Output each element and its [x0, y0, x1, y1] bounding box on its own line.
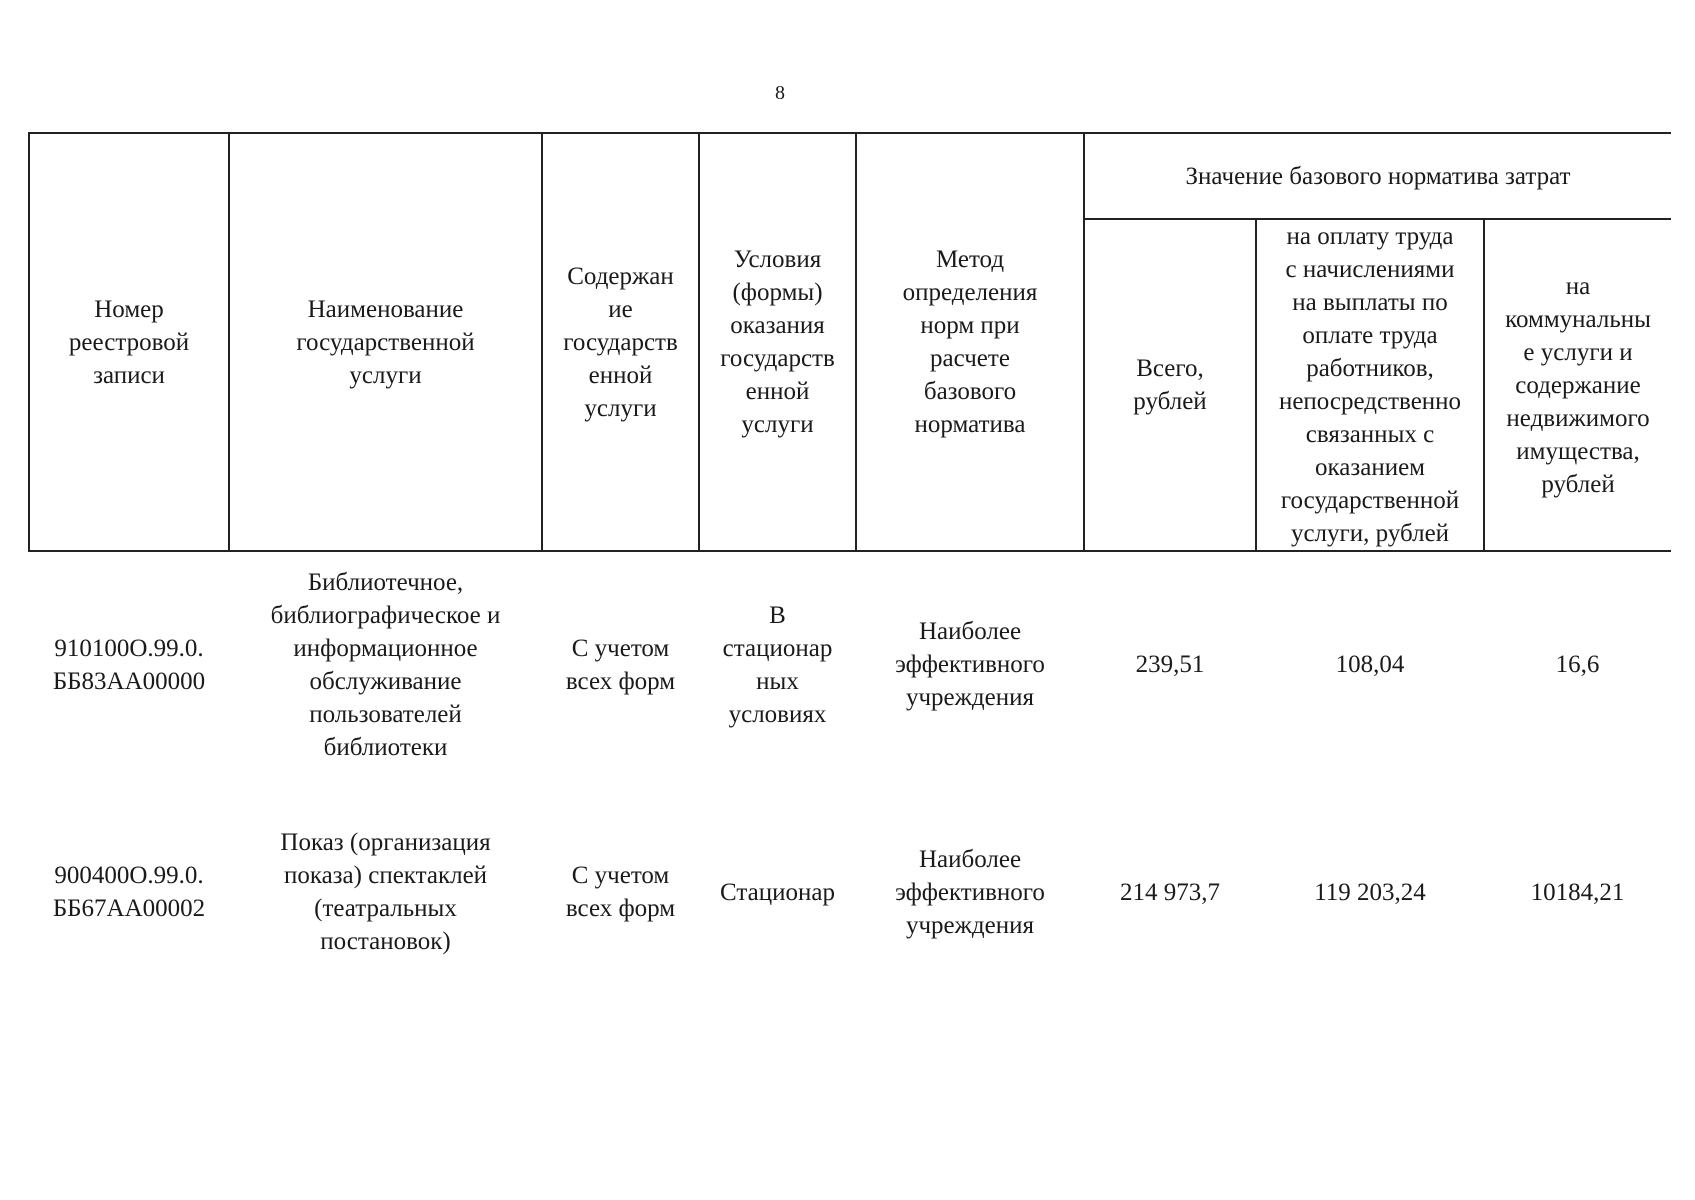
cell-registry-number: 910100О.99.0. ББ83АА00000: [52, 634, 206, 695]
page-number: 8: [775, 82, 785, 104]
cell-service-content: С учетом всех форм: [565, 862, 676, 922]
cell-service-name: Показ (организация показа) спектаклей (театральных постановок): [280, 829, 491, 955]
cell-conditions: В стационар ных условиях: [722, 601, 833, 728]
cell-registry-number: 900400О.99.0. ББ67АА00002: [52, 862, 206, 922]
header-registry-number: Номер реестровой записи: [29, 133, 229, 551]
header-method: Метод определения норм при расчете базового норматива: [856, 133, 1084, 551]
cell-conditions: Стационар: [720, 878, 835, 906]
cell-labor: 108,04: [1335, 651, 1405, 678]
header-conditions: Условия (формы) оказания государств енной услуги: [699, 133, 856, 551]
header-total: Всего, рублей: [1084, 219, 1256, 551]
cell-service-content: С учетом всех форм: [565, 634, 676, 695]
table-row: [29, 777, 1671, 1007]
cell-method: Наиболее эффективного учреждения: [895, 845, 1045, 939]
cell-utilities: 10184,21: [1530, 878, 1625, 906]
cell-labor: 119 203,24: [1314, 878, 1426, 906]
cell-service-name: Библиотечное, библиографическое и информационное обслуживание пользователей библиотеки: [270, 568, 501, 761]
table-row: [29, 551, 1671, 777]
cell-total: 214 973,7: [1120, 878, 1220, 906]
table-header: [29, 133, 1671, 551]
header-labor: на оплату труда с начислениями на выплаты по оплате труда работников, непосредственно связанных с оказанием государственной услуги, рублей: [1256, 219, 1484, 551]
header-group-cost-norm: Значение базового норматива затрат: [1084, 133, 1671, 219]
cell-method: Наиболее эффективного учреждения: [895, 618, 1045, 711]
header-service-name: Наименование государственной услуги: [229, 133, 542, 551]
cell-total: 239,51: [1135, 651, 1205, 678]
cost-norm-table: [28, 132, 1671, 1007]
cell-utilities: 16,6: [1555, 651, 1600, 678]
header-utilities: на коммунальны е услуги и содержание недвижимого имущества, рублей: [1484, 219, 1671, 551]
header-service-content: Содержан ие государств енной услуги: [542, 133, 699, 551]
